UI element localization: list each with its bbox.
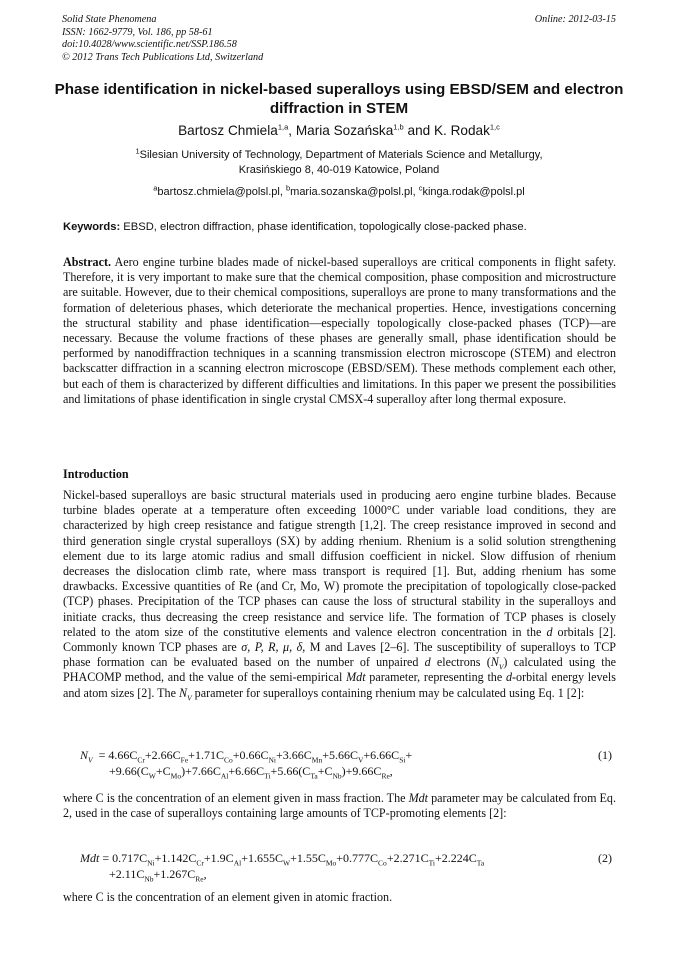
- eq2-lhs: Mdt: [80, 851, 100, 865]
- author-emails: [50, 185, 628, 199]
- journal-name: Solid State Phenomena: [62, 14, 157, 25]
- doi-line: doi:10.4028/www.scientific.net/SSP.186.58: [62, 39, 237, 51]
- author-affil-mark: 1,c: [489, 122, 500, 132]
- section-heading: Introduction: [63, 467, 129, 481]
- author-separator: ,: [288, 123, 296, 138]
- issn-line: ISSN: 1662-9779, Vol. 186, pp 58-61: [62, 26, 213, 38]
- eq1-line-2: $+9.66(C_W+C_{Mo})+7.66C_{Al}+6.66C_{Ti}+5.66(C_{Ta}+C_{Nb})+9.66C_{Re}$,: [109, 763, 393, 780]
- keywords: [63, 220, 616, 234]
- affil-mark: 1: [135, 146, 140, 156]
- journal-header: [62, 14, 263, 64]
- equation-1: $N_V = 4.66C_{Cr}+2.66C_{Fe}+1.71C_{Co}+0.66C_{Ni}+3.66C_{Mn}+5.66C_V+6.66C_{Si}+$ $+9.66(C_W+C_{Mo})+7.66C_{Al}+6.66C_{Ti}+5.66(C_{Ta}+C_{Nb})+9.66C_{Re}$, (1): [80, 748, 616, 779]
- affil-line-2: Krasińskiego 8, 40-019 Katowice, Poland: [238, 163, 440, 176]
- keywords-text: EBSD, electron diffraction, phase identification, topologically close-packed phase.: [120, 221, 527, 233]
- eq2-explanation: where C is the concentration of an element given in atomic fraction.: [63, 890, 393, 904]
- author-name: K. Rodak: [433, 123, 490, 138]
- email-link[interactable]: bartosz.chmiela@polsl.pl,: [157, 186, 286, 198]
- author-affil-mark: 1,a: [277, 122, 289, 132]
- email-mark: a: [153, 183, 158, 193]
- email-mark: b: [285, 183, 291, 193]
- eq1-explanation: where C is the concentration of an element given in mass fraction. The Mdt parameter may be calculated from Eq. 2, used in the case of superalloys containing large amounts of TCP-promoting elements [2]:: [63, 791, 616, 821]
- intro-paragraph: Nickel-based superalloys are basic structural materials used in producing aero engine turbine blades. Because turbine blades operate at a temperature often exceeding 1000°C under variable load conditions, they are characterized by high creep resistance and fatigue strength [1,2]. The creep resistance improved in second and third generation single crystal superalloys (SX) by adding rhenium. Rhenium is a solid solution strengthening element due to its large atomic radius and small diffusion coefficient in nickel. Slow diffusion of rhenium decreases the dislocation climb rate, where mass transport is required [1]. But, adding rhenium has some drawbacks. Excessive quantities of Re (and Cr, Mo, W) promote the precipitation of topologically close-packed (TCP) phases. Precipitation of the TCP phases can cause the loss of structural stability in the superalloys and initiate cracks, thus decreasing the creep resistance and service life. The formation of TCP phases is closely related to the atom size of the constitutive elements and valence electron concentration in the d orbitals [2]. Commonly known TCP phases are σ, P, R, μ, δ, M and Laves [2–6]. The susceptibility of superalloys to TCP phase formation can be evaluated based on the number of unpaired d electrons $(N_V)$ calculated using the PHACOMP method, and the value of the semi-empirical Mdt parameter, representing the d-orbital energy levels and atom sizes [2]. The $N_V$ parameter for superalloys containing rhenium may be calculated using Eq. 1 [2]:: [63, 488, 617, 703]
- equation-2: [80, 851, 616, 882]
- abstract-label: Abstract.: [63, 255, 112, 269]
- copyright-line: © 2012 Trans Tech Publications Ltd, Switzerland: [62, 51, 264, 63]
- eq2-line-1: = $0.717C_{Ni}+1.142C_{Cr}+1.9C_{Al}+1.655C_W+1.55C_{Mo}+0.777C_{Co}+2.271C_{Ti}+2.224C_{Ta}$: [102, 851, 485, 868]
- eq2-number: (2): [598, 851, 612, 865]
- email-link[interactable]: kinga.rodak@polsl.pl: [422, 186, 525, 198]
- eq1-number: (1): [598, 748, 612, 762]
- author-separator: and: [403, 123, 434, 138]
- email-mark: c: [418, 183, 423, 193]
- author-list: [50, 122, 628, 139]
- affiliation: [50, 148, 628, 177]
- abstract: [63, 255, 616, 407]
- author-name: Maria Sozańska: [295, 123, 394, 138]
- affil-line-1: Silesian University of Technology, Department of Materials Science and Metallurgy,: [139, 149, 543, 161]
- eq1-line-1: = $4.66C_{Cr}+2.66C_{Fe}+1.71C_{Co}+0.66C_{Ni}+3.66C_{Mn}+5.66C_V+6.66C_{Si}+$: [98, 748, 413, 765]
- paper-title: Phase identification in nickel-based superalloys using EBSD/SEM and electron diffraction in STEM: [54, 81, 624, 117]
- author-affil-mark: 1,b: [393, 122, 404, 132]
- author-name: Bartosz Chmiela: [178, 123, 278, 138]
- keywords-label: Keywords:: [63, 221, 121, 233]
- email-link[interactable]: maria.sozanska@polsl.pl,: [290, 186, 419, 198]
- eq2-line-2: $+2.11C_{Nb}+1.267C_{Re}$,: [109, 866, 207, 883]
- online-date: Online: 2012-03-15: [534, 14, 616, 25]
- eq1-lhs: N: [80, 748, 89, 762]
- abstract-text: Aero engine turbine blades made of nickel-based superalloys are critical components in flight safety. Therefore, it is very important to make sure that the chemical composition, phase composition and microstructure are suitable. However, due to their chemical compositions, superalloys are prone to many transformations and the formation of deleterious phases, which deteriorate the mechanical properties. Hence, investigations concerning the structural stability and phase identification—especially topologically close-packed phases (TCP)—are necessary. Because the volume fractions of these phases are generally small, phase identification should be performed by nanodiffraction techniques in a scanning transmission electron microscope (STEM) and electron backscatter diffraction in a scanning electron microscope (EBSD/SEM). These methods complement each other, but each of them is characterized by different difficulties and limitations. In this paper we present the possibilities and limitations of phase identification in single crystal CMSX-4 superalloy after long thermal exposure.: [63, 255, 616, 406]
